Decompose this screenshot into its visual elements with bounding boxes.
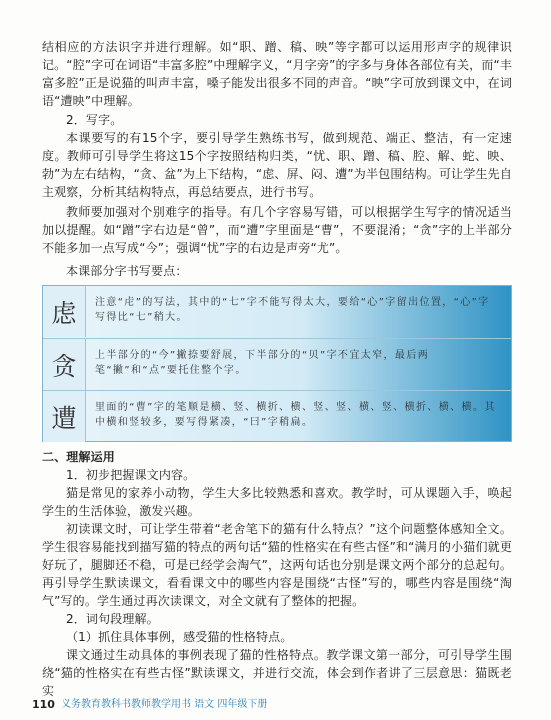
subheading-cat-traits: （1）抓住具体事例，感受猫的性格特点。 [66, 630, 293, 644]
paragraph-char-recognition: 结相应的方法识字并进行理解。如“职、蹭、稿、映”等字都可以运用形声字的规律识记。“腔”字可在词语“丰富多腔”中理解字义，“月字旁”的字多与身体各部位有关，而“丰富多腔”正是说猫的叫声丰富，嗓子能发出很多不同的声音。“映”字可放到课文中，在词语“遭映”中理解。 [42, 40, 512, 108]
character: 虑 [51, 298, 77, 328]
paragraph-table-intro: 本课部分字书写要点： [66, 264, 188, 278]
character-cell [43, 339, 86, 390]
paragraph-cat-examples: 课文通过生动具体的事例表现了猫的性格特点。教学课文第一部分，可引导学生围绕“猫的性格实在有些古怪”默读课文，并进行交流，体会到作者讲了三层意思：猫既老实 [42, 648, 512, 698]
book-title: 义务教育教科书教师教学用书 语文 四年级下册 [60, 699, 268, 710]
character-cell [43, 286, 86, 337]
section-heading-comprehension: 二、理解运用 [42, 450, 115, 464]
character: 贪 [51, 351, 77, 381]
paragraph-difficult-chars: 教师要加强对个别难字的指导。有几个字容易写错，可以根据学生写字的情况适当加以提醒。如“蹭”字右边是“曾”，而“遭”字里面是“曹”，不要混淆；“贪”字的上半部分不能多加一点写成“今”；强调“忧”字的右边是声旁“尤”。 [42, 205, 512, 255]
character-cell [43, 391, 86, 442]
writing-note: 上半部分的“今”撇捺要舒展，下半部分的“贝”字不宜太窄，最后两笔“撇”和“点”要托住整个字。 [95, 350, 430, 376]
table-row [43, 338, 511, 390]
table-row [43, 390, 511, 442]
character: 遭 [51, 403, 77, 433]
writing-points-table [42, 285, 512, 442]
paragraph-cat-intro: 猫是常见的家养小动物，学生大多比较熟悉和喜欢。教学时，可从课题入手，唤起学生的生活体验，激发兴趣。 [42, 486, 512, 518]
writing-note: 里面的“曹”字的笔顺是横、竖、横折、横、竖、竖、横、竖、横折、横、横。其中横和竖较多，要写得紧凑，“曰”字稍扁。 [95, 402, 496, 428]
table-row [43, 286, 511, 337]
page-number: 110 [32, 698, 55, 711]
paragraph-writing-overview: 本课要写的有15个字，要引导学生熟练书写，做到规范、端正、整洁，有一定速度。教师可引导学生将这15个字按照结构归类，“忧、职、蹭、稿、腔、解、蛇、映、勃”为左右结构，“贪、盆”为上下结构，“虑、屏、闷、遭”为半包围结构。可让学生先自主观察，分析其结构特点，再总结要点，进行书写。 [42, 131, 512, 199]
page-footer [32, 698, 267, 712]
writing-note: 注意“虍”的写法，其中的“七”字不能写得太大，要给“心”字留出位置，“心”字写得比“七”稍大。 [95, 297, 490, 323]
subheading-sentence-understanding: 2．词句段理解。 [66, 612, 159, 626]
paragraph-first-reading: 初读课文时，可让学生带着“老舍笔下的猫有什么特点？”这个问题整体感知全文。学生很容易能找到描写猫的特点的两句话“猫的性格实在有些古怪”和“满月的小猫们就更好玩了，腿脚还不稳，可是已经学会淘气”，这两句话也分别是课文两个部分的总起句。再引导学生默读课文，看看课文中的哪些内容是围绕“古怪”写的，哪些内容是围绕“淘气”写的。学生通过再次读课文，对全文就有了整体的把握。 [42, 522, 512, 608]
subheading-grasp-content: 1．初步把握课文内容。 [66, 468, 196, 482]
section-heading-writing: 2．写字。 [66, 113, 123, 127]
